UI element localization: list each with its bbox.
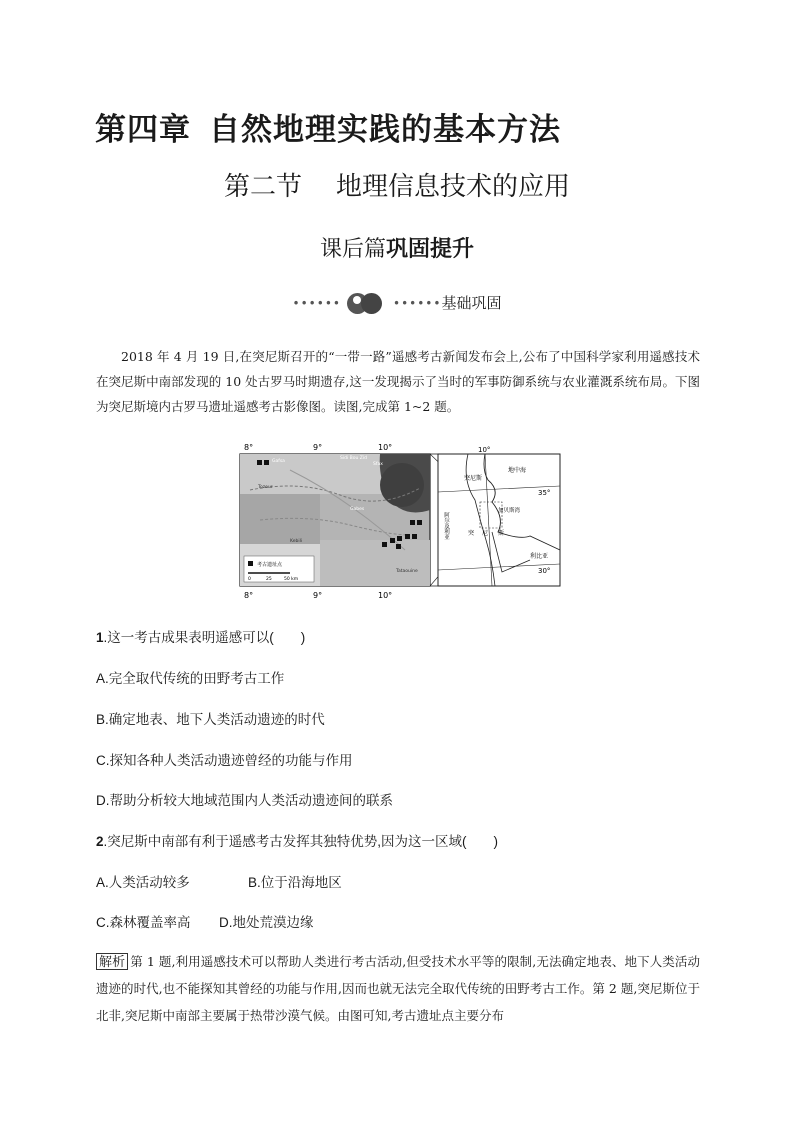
dots-left: •••••• <box>292 296 341 311</box>
locator-lat-label: 30° <box>538 567 551 575</box>
legend-box <box>244 556 314 582</box>
question-number: 2 <box>96 834 104 849</box>
subsection-title <box>0 232 794 263</box>
question-1 <box>96 626 305 646</box>
subsection-bold: 巩固提升 <box>386 237 475 262</box>
question-stem: .突尼斯中南部有利于遥感考古发挥其独特优势,因为这一区域( ) <box>103 834 499 849</box>
option: C.森林覆盖率高 <box>96 915 191 930</box>
section-name: 地理信息技术的应用 <box>336 172 571 202</box>
place-label: Gabes <box>350 507 365 512</box>
option: C.探知各种人类活动遗迹曾经的功能与作用 <box>96 753 353 768</box>
analysis-text: 第 1 题,利用遥感技术可以帮助人类进行考古活动,但受技术水平等的限制,无法确定地表、地下人类活动遗迹的时代,也不能探知其曾经的功能与作用,因而也就无法完全取代传统的田野考古工作。第 2 题,突尼斯位于北非,突尼斯中南部主要属于热带沙漠气候。由图可知,考古遗址点主要分布 <box>96 954 700 1023</box>
place-label: Sidi Bou Zid <box>340 456 367 461</box>
analysis-paragraph <box>96 948 700 1029</box>
map-left-bottom-tick: 10° <box>378 591 393 600</box>
intro-paragraph: 2018 年 4 月 19 日,在突尼斯召开的“一带一路”遥感考古新闻发布会上,公布了中国科学家利用遥感技术在突尼斯中南部发现的 10 处古罗马时期遗存,这一发现揭示了当时的军事防御系统与农业灌溉系统布局。下图为突尼斯境内古罗马遗址遥感考古影像图。读图,完成第 1~2 题。 <box>96 349 700 414</box>
place-label: Kebili <box>290 539 303 544</box>
option: D.帮助分析较大地域范围内人类活动遗迹间的联系 <box>96 793 393 808</box>
question-2 <box>96 830 498 850</box>
circles-icon <box>343 293 383 315</box>
place-label: Tataouine <box>396 569 418 574</box>
place-label: Gafsa <box>272 459 285 464</box>
place-label: Tozeur <box>258 485 273 490</box>
legend-label: 考古遗址点 <box>257 562 283 568</box>
map-figure <box>230 440 570 605</box>
map-left-top-tick: 8° <box>244 443 254 452</box>
country-label: 突 <box>468 530 475 537</box>
map-left-top-tick: 9° <box>313 443 323 452</box>
option: B.确定地表、地下人类活动遗迹的时代 <box>96 712 325 727</box>
sea-label: 加贝斯湾 <box>498 508 521 514</box>
country-label: 阿尔及利亚 <box>443 512 449 540</box>
country-label: 突尼斯 <box>464 475 483 482</box>
place-label: Sfax <box>373 462 383 467</box>
basic-label: 基础巩固 <box>441 294 502 312</box>
section-title <box>0 166 794 203</box>
locator-lat-label: 35° <box>538 489 551 497</box>
country-label: 斯 <box>498 530 505 537</box>
option: A.人类活动较多 <box>96 875 190 890</box>
legend-marker-icon <box>248 561 253 566</box>
scale-label: 25 <box>266 577 272 582</box>
scale-label: 0 <box>248 577 251 582</box>
map-left-top-tick: 10° <box>378 443 393 452</box>
map-left-bottom-tick: 8° <box>244 591 254 600</box>
basic-heading <box>0 292 794 315</box>
option: B.位于沿海地区 <box>248 875 342 890</box>
scale-label: 50 km <box>284 577 299 582</box>
section-number: 第二节 <box>223 172 302 202</box>
dots-right: •••••• <box>392 296 442 311</box>
analysis-tag: 解析 <box>96 953 128 970</box>
option: D.地处荒漠边缘 <box>219 915 314 930</box>
chapter-title <box>95 104 561 149</box>
country-label: 尼 <box>482 530 489 537</box>
sea-label: 地中海 <box>508 467 527 474</box>
country-label: 利比亚 <box>530 553 549 560</box>
chapter-number: 第四章 <box>95 112 191 148</box>
question-stem: .这一考古成果表明遥感可以( ) <box>103 630 306 645</box>
subsection-plain: 课后篇 <box>319 237 386 262</box>
question-number: 1 <box>96 630 104 645</box>
locator-lon-label: 10° <box>478 446 491 454</box>
option: A.完全取代传统的田野考古工作 <box>96 671 285 686</box>
map-left-bottom-tick: 9° <box>313 591 323 600</box>
chapter-name: 自然地理实践的基本方法 <box>209 112 561 148</box>
